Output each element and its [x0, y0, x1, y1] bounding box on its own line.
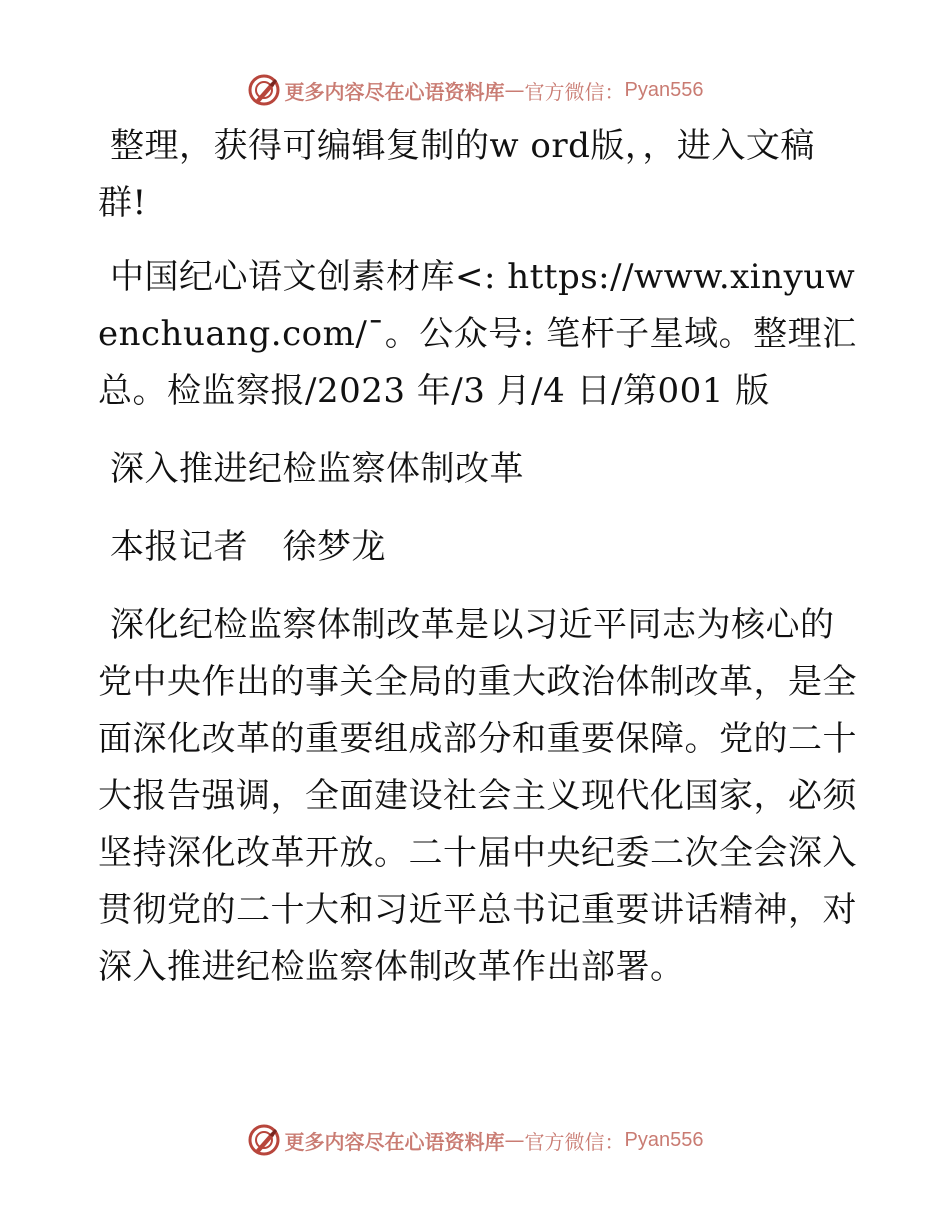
- banner-wechat-id: Pyan556: [624, 78, 704, 101]
- source-line: 中国纪心语文创素材库<: https://www.xinyuwenchuang.com/¯。公众号: 笔杆子星域。整理汇总。检监察报/2023 年/3 月/4 日/第001 版: [98, 257, 857, 411]
- footer-banner: [0, 1120, 950, 1160]
- banner-separator: —: [504, 1128, 525, 1152]
- pen-logo-icon: [247, 73, 281, 107]
- banner-official-label: 官方微信：: [524, 79, 625, 104]
- banner-tagline: 更多内容尽在心语资料库: [284, 1129, 505, 1154]
- banner-official-label: 官方微信：: [524, 1129, 625, 1154]
- intro-line: 整理，获得可编辑复制的w ord版，，进入文稿群!: [98, 126, 815, 223]
- banner-separator: —: [504, 78, 525, 102]
- header-banner: [0, 70, 950, 110]
- byline: 本报记者 徐梦龙: [110, 527, 386, 567]
- banner-tagline: 更多内容尽在心语资料库: [284, 79, 505, 104]
- banner-wechat-id: Pyan556: [624, 1128, 704, 1151]
- article-title: 深入推进纪检监察体制改革: [110, 449, 524, 489]
- pen-logo-icon: [247, 1123, 281, 1157]
- document-body: [98, 118, 858, 996]
- article-paragraph: 深化纪检监察体制改革是以习近平同志为核心的党中央作出的事关全局的重大政治体制改革，是全面深化改革的重要组成部分和重要保障。党的二十大报告强调，全面建设社会主义现代化国家，必须坚持深化改革开放。二十届中央纪委二次全会深入贯彻党的二十大和习近平总书记重要讲话精神，对深入推进纪检监察体制改革作出部署。: [98, 605, 857, 987]
